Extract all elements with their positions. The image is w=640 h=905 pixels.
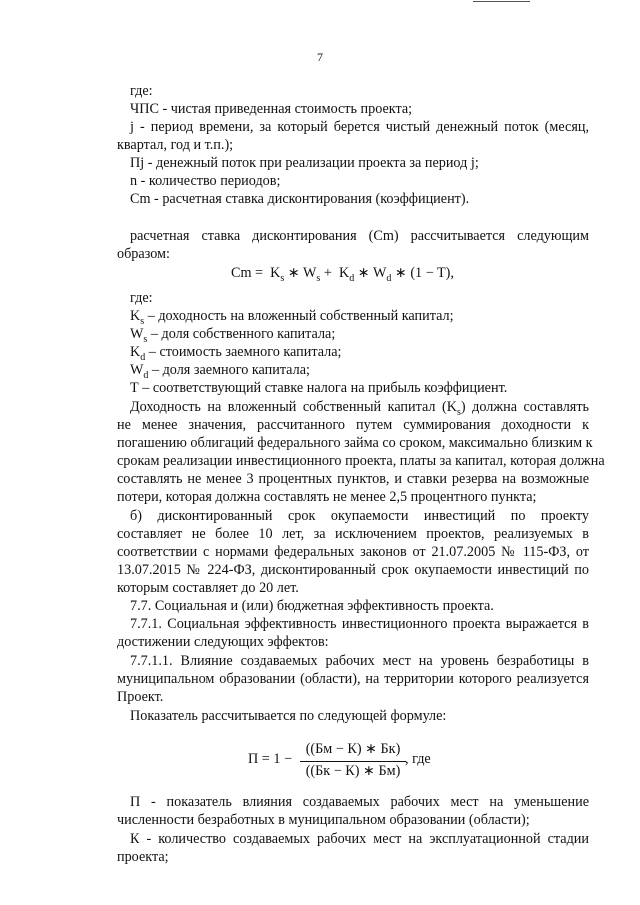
page-number: 7: [317, 50, 323, 64]
definition-ws: $W_s$ – доля собственного капитала;: [130, 326, 336, 345]
text-line: погашению облигаций федерального займа со сроком, максимально близким к: [117, 435, 593, 451]
text-line: 13.07.2015 № 224-ФЗ, дисконтированный срок окупаемости инвестиций по: [117, 562, 589, 578]
definition-kd: $K_d$ – стоимость заемного капитала;: [130, 344, 342, 363]
text-line: где:: [130, 290, 153, 306]
definition-wd: $W_d$ – доля заемного капитала;: [130, 362, 310, 381]
definition-ks: $K_s$ – доходность на вложенный собственный капитал;: [130, 308, 454, 327]
text-line: срокам реализации инвестиционного проекта, платы за капитал, которая должна: [117, 453, 605, 469]
text-line: j - период времени, за который берется чистый денежный поток (месяц,: [130, 119, 589, 135]
text-line: где:: [130, 83, 153, 99]
text-line: n - количество периодов;: [130, 173, 281, 189]
text-line: не менее значения, рассчитанного путем суммирования доходности к: [117, 417, 589, 433]
text-line: соответствии с нормами федеральных законов от 21.07.2005 № 115-ФЗ, от: [117, 544, 589, 560]
text-line: К - количество создаваемых рабочих мест на эксплуатационной стадии: [130, 831, 589, 847]
formula-numerator: ((Бм − К) ∗ Бк): [305, 741, 401, 757]
text-line: Пj - денежный поток при реализации проекта за период j;: [130, 155, 479, 171]
text-line: ЧПС - чистая приведенная стоимость проекта;: [130, 101, 413, 117]
top-rule: [473, 1, 530, 2]
formula-lhs: П = 1 −: [248, 751, 292, 767]
text-line: образом:: [117, 246, 170, 262]
text-line: Проект.: [117, 689, 164, 705]
text-line: численности безработных в муниципальном образовании (области);: [117, 812, 530, 828]
text-line: Т – соответствующий ставке налога на прибыль коэффициент.: [130, 380, 508, 396]
text-line: Доходность на вложенный собственный капитал $(K_s)$ должна составлять: [130, 399, 589, 418]
text-line: проекта;: [117, 849, 169, 865]
formula-tail: , где: [405, 751, 431, 767]
text-line: Cm - расчетная ставка дисконтирования (коэффициент).: [130, 191, 470, 207]
formula-discount-rate: $Cm = K_s$ ∗ $W_s + K_d$ ∗ $W_d$ ∗ (1 − T),: [231, 265, 454, 284]
text-line: П - показатель влияния создаваемых рабочих мест на уменьшение: [130, 794, 589, 810]
text-line: которым составляет до 20 лет.: [117, 580, 299, 596]
text-line: 7.7.1.1. Влияние создаваемых рабочих мест на уровень безработицы в: [130, 653, 589, 669]
text-line: б) дисконтированный срок окупаемости инвестиций по проекту: [130, 508, 589, 524]
section-heading: 7.7. Социальная и (или) бюджетная эффективность проекта.: [130, 598, 494, 614]
text-line: потери, которая должна составлять не менее 2,5 процентного пункта;: [117, 489, 537, 505]
formula-denominator: ((Бк − К) ∗ Бм): [305, 763, 401, 779]
text-line: достижении следующих эффектов:: [117, 634, 329, 650]
text-line: составлять не менее 3 процентных пунктов, и ставки резерва на возможные: [117, 471, 589, 487]
text-line: составляет не более 10 лет, за исключением проектов, реализуемых в: [117, 526, 589, 542]
text-line: 7.7.1. Социальная эффективность инвестиционного проекта выражается в: [130, 616, 589, 632]
text-line: квартал, год и т.п.);: [117, 137, 234, 153]
text-line: расчетная ставка дисконтирования (Cm) рассчитывается следующим: [130, 228, 589, 244]
text-line: Показатель рассчитывается по следующей формуле:: [130, 708, 447, 724]
text-line: муниципальном образовании (области), на территории которого реализуется: [117, 671, 589, 687]
